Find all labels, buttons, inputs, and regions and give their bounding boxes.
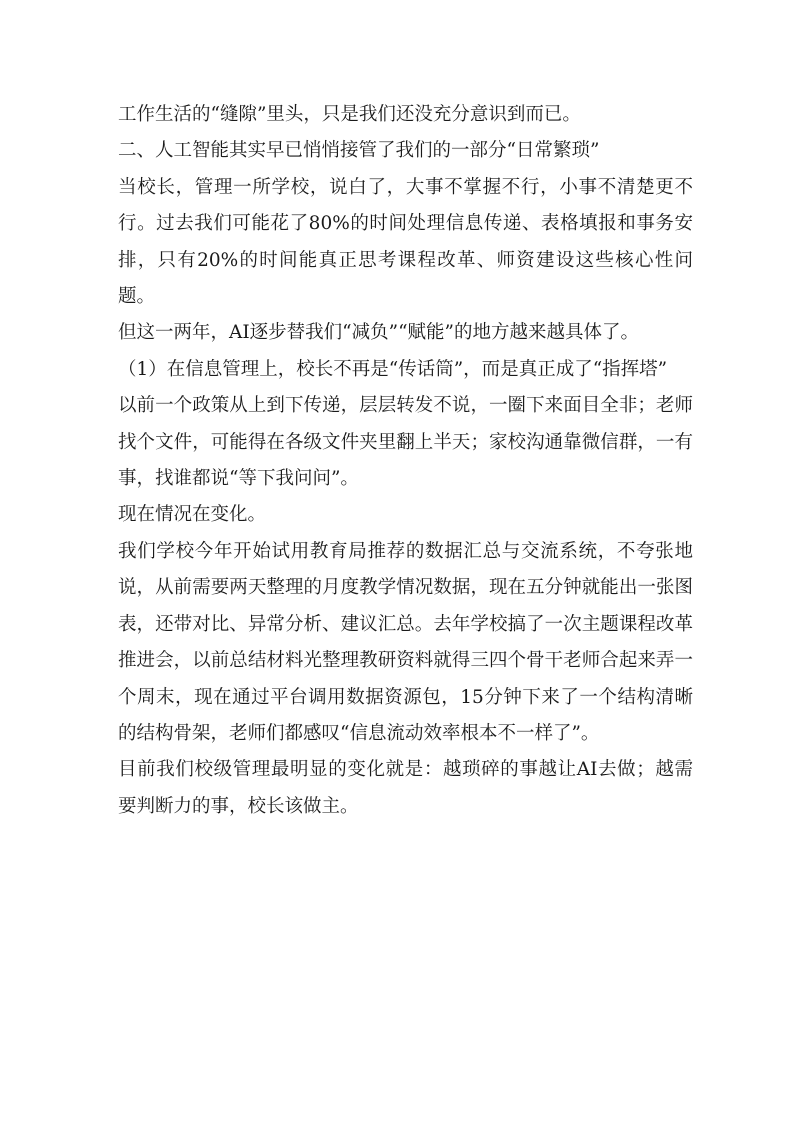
subsection-heading: （1）在信息管理上，校长不再是“传话筒”，而是真正成了“指挥塔”: [118, 358, 668, 380]
document-body: [118, 97, 693, 825]
paragraph-past-situation: 以前一个政策从上到下传递，层层转发不说，一圈下来面目全非；老师找个文件，可能得在各级文件夹里翻上半天；家校沟通靠微信群，一有事，找谁都说“等下我问问”。: [118, 395, 693, 490]
paragraph-continuation: 工作生活的“缝隙”里头，只是我们还没充分意识到而已。: [118, 104, 581, 125]
paragraph-changing: 现在情况在变化。: [118, 504, 267, 526]
section-heading: 二、人工智能其实早已悄悄接管了我们的一部分“日常繁琐”: [118, 140, 600, 162]
paragraph-ai-intro: 但这一两年，AI逐步替我们“减负”“赋能”的地方越来越具体了。: [118, 322, 640, 344]
paragraph-conclusion: 目前我们校级管理最明显的变化就是：越琐碎的事越让AI去做；越需要判断力的事，校长该做主。: [118, 759, 693, 817]
paragraph-data-system: 我们学校今年开始试用教育局推荐的数据汇总与交流系统，不夸张地说，从前需要两天整理的月度教学情况数据，现在五分钟就能出一张图表，还带对比、异常分析、建议汇总。去年学校搞了一次主题课程改革推进会，以前总结材料光整理教研资料就得三四个骨干老师合起来弄一个周末，现在通过平台调用数据资源包，15分钟下来了一个结构清晰的结构骨架，老师们都感叹“信息流动效率根本不一样了”。: [118, 540, 693, 744]
paragraph-principal-role: 当校长，管理一所学校，说白了，大事不掌握不行，小事不清楚更不行。过去我们可能花了80%的时间处理信息传递、表格填报和事务安排，只有20%的时间能真正思考课程改革、师资建设这些核心性问题。: [118, 176, 693, 308]
